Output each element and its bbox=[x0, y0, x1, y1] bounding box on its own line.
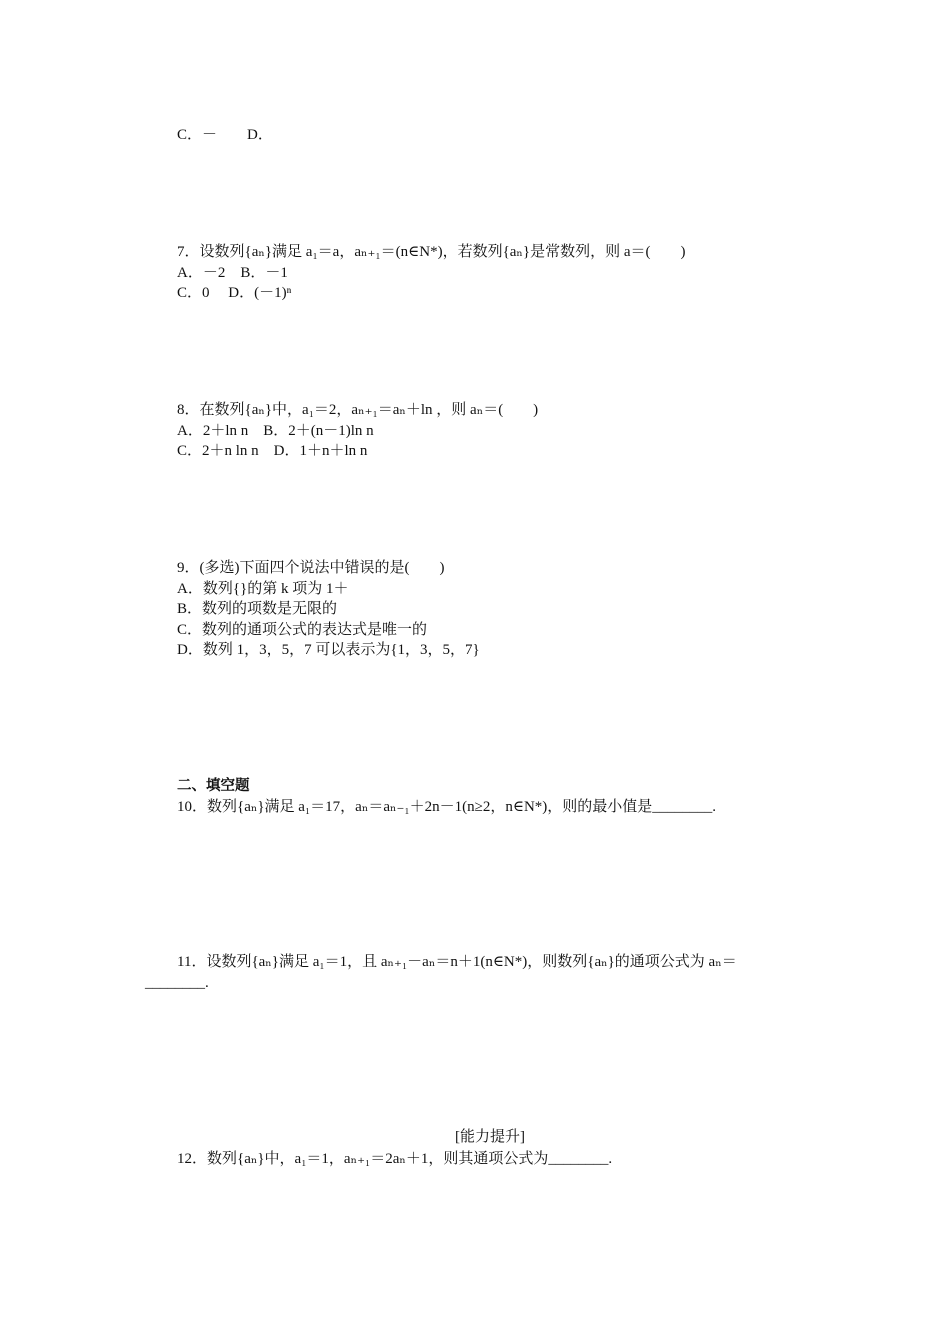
section-2-title: 二、填空题 bbox=[177, 778, 250, 794]
q9-stem: 9．(多选)下面四个说法中错误的是( ) bbox=[177, 560, 445, 576]
q7-options-ab: A．－2 B．－1 bbox=[177, 264, 288, 281]
question-12 bbox=[177, 1149, 817, 1170]
q7-stem: 7．设数列{aₙ}满足 a₁＝a，aₙ₊₁＝(n∈N*)，若数列{aₙ}是常数列，则 a＝( ) bbox=[177, 244, 686, 260]
q11-line-1: 11．设数列{aₙ}满足 a₁＝1，且 aₙ₊₁－aₙ＝n＋1(n∈N*)，则数列{aₙ}的通项公式为 aₙ＝ bbox=[177, 954, 737, 970]
q9-option-b: B．数列的项数是无限的 bbox=[177, 601, 338, 617]
section-fill-in bbox=[177, 776, 817, 817]
q7-options-cd: C．0 D．(－1)ⁿ bbox=[177, 285, 292, 301]
q10-stem: 10．数列{aₙ}满足 a₁＝17，aₙ＝aₙ₋₁＋2n－1(n≥2，n∈N*)，则的最小值是________. bbox=[177, 798, 717, 815]
q9-option-d: D．数列 1，3，5，7 可以表示为{1，3，5，7} bbox=[177, 642, 480, 658]
q8-stem: 8．在数列{aₙ}中，a₁＝2，aₙ₊₁＝aₙ＋ln ，则 aₙ＝( ) bbox=[177, 402, 539, 418]
q6-options-cd: C．－ D． bbox=[177, 127, 273, 143]
q11-line-2: ________. bbox=[145, 974, 209, 991]
question-11 bbox=[145, 952, 825, 993]
section-ability bbox=[145, 1127, 835, 1148]
q8-options-ab: A．2＋ln n B．2＋(n－1)ln n bbox=[177, 422, 374, 439]
question-6-options bbox=[177, 125, 817, 146]
section-3-title: [能力提升] bbox=[455, 1129, 525, 1145]
q9-option-a: A．数列{}的第 k 项为 1＋ bbox=[177, 580, 349, 597]
question-8 bbox=[177, 400, 817, 462]
question-7 bbox=[177, 242, 817, 304]
q12-stem: 12．数列{aₙ}中，a₁＝1，aₙ₊₁＝2aₙ＋1，则其通项公式为________. bbox=[177, 1151, 613, 1167]
q9-option-c: C．数列的通项公式的表达式是唯一的 bbox=[177, 621, 428, 638]
q8-options-cd: C．2＋n ln n D．1＋n＋ln n bbox=[177, 443, 368, 459]
question-9 bbox=[177, 558, 817, 661]
